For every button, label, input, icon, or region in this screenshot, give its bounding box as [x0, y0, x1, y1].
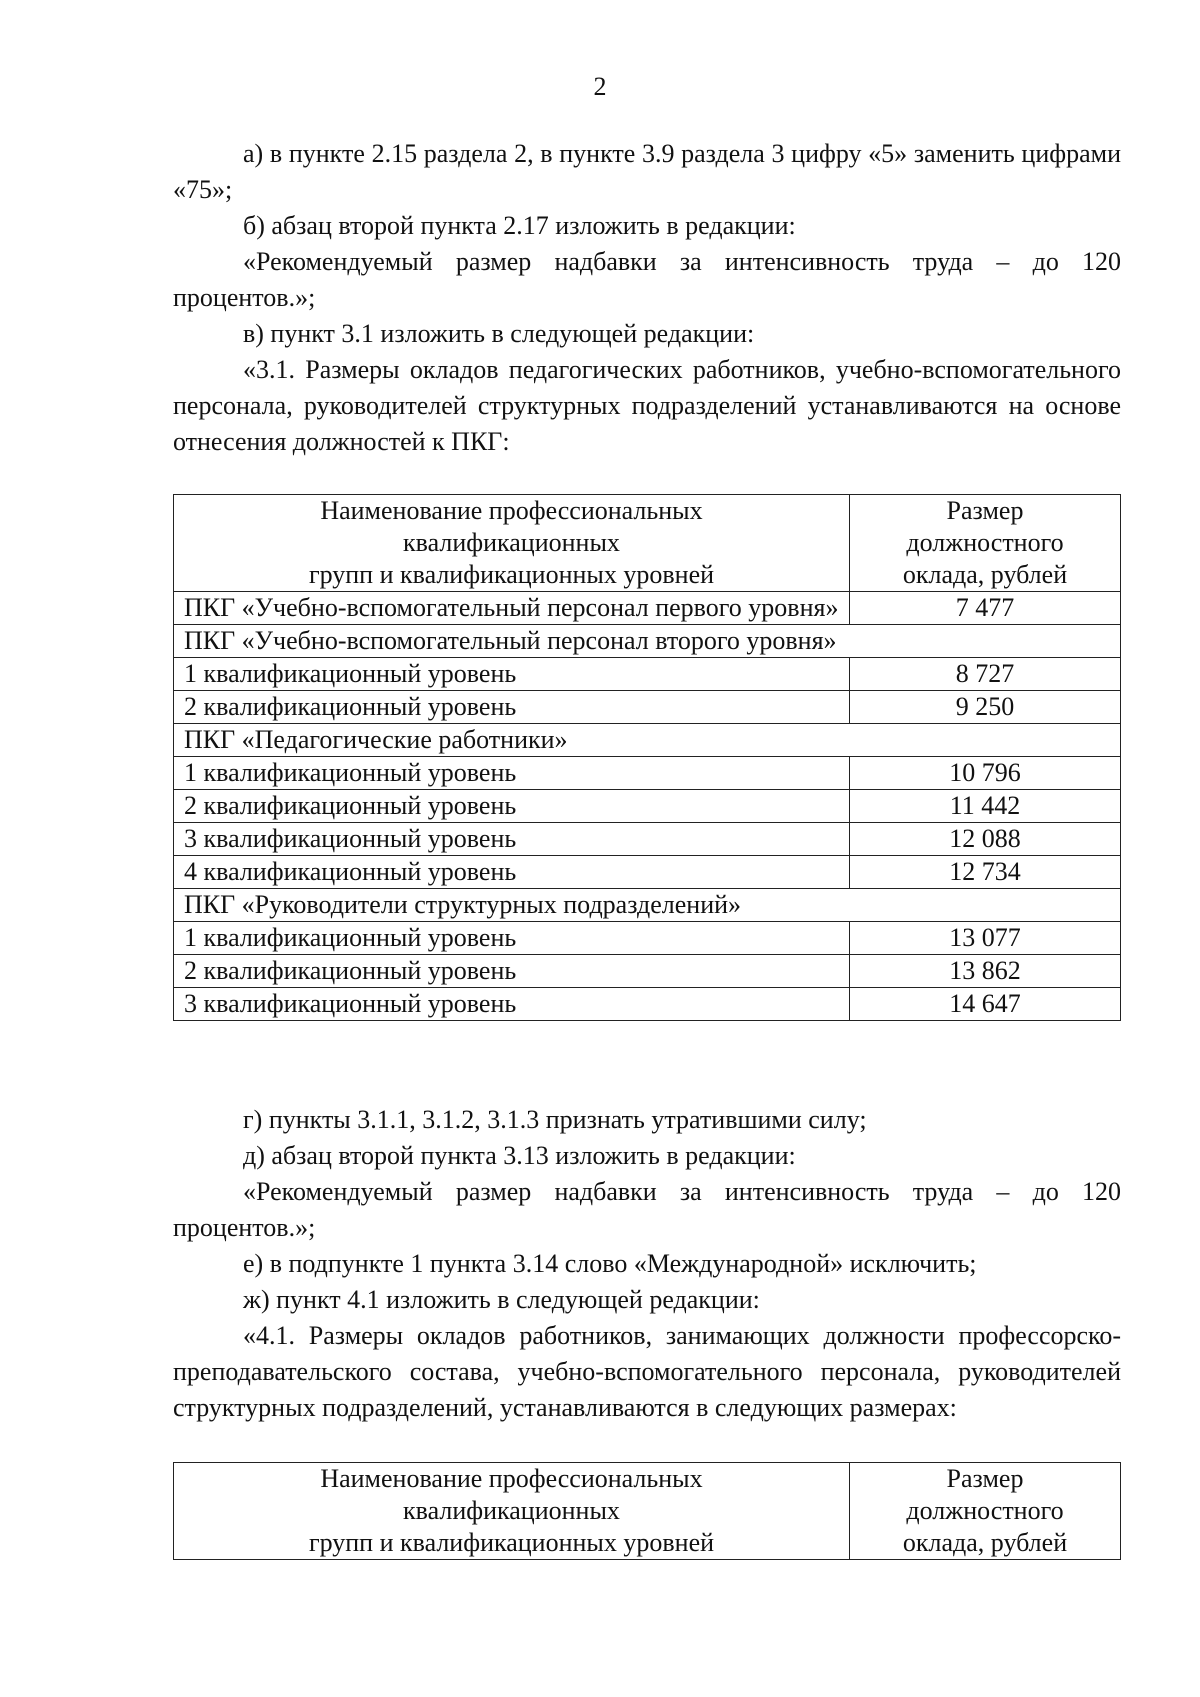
table-row — [174, 691, 1121, 724]
table-group-row — [174, 625, 1121, 658]
paragraph-zh: ж) пункт 4.1 изложить в следующей редакции: — [243, 1285, 760, 1314]
table-header-row — [174, 1463, 1121, 1560]
paragraph-v: в) пункт 3.1 изложить в следующей редакции: — [243, 319, 755, 348]
paragraph-3-1: «3.1. Размеры окладов педагогических работников, учебно-вспомогательного персонала, руководителей структурных подразделений устанавливаются на основе отнесения должностей к ПКГ: — [173, 355, 1121, 456]
paragraph-g: г) пункты 3.1.1, 3.1.2, 3.1.3 признать утратившими силу; — [243, 1105, 867, 1134]
row-label: 3 квалификационный уровень — [174, 823, 850, 856]
table-row — [174, 823, 1121, 856]
amendments-continued — [173, 1102, 1121, 1426]
table-group-row — [174, 889, 1121, 922]
table-row — [174, 988, 1121, 1021]
row-value: 10 796 — [850, 757, 1121, 790]
paragraph-d-quote: «Рекомендуемый размер надбавки за интенсивность труда – до 120 процентов.»; — [173, 1177, 1121, 1242]
row-label: 1 квалификационный уровень — [174, 922, 850, 955]
salary-table-1-wrapper — [173, 494, 1121, 1021]
row-label: 2 квалификационный уровень — [174, 790, 850, 823]
page-number: 2 — [593, 72, 607, 101]
salary-table-2 — [173, 1462, 1121, 1560]
table-row — [174, 658, 1121, 691]
table-row — [174, 592, 1121, 625]
row-value: 13 077 — [850, 922, 1121, 955]
row-value: 12 734 — [850, 856, 1121, 889]
table-group-row — [174, 724, 1121, 757]
table-header-row — [174, 495, 1121, 592]
header-salary-column: Размер должностного оклада, рублей — [850, 495, 1121, 592]
salary-table-2-wrapper — [173, 1462, 1121, 1560]
table-row — [174, 757, 1121, 790]
header-name-column: Наименование профессиональных квалификационных групп и квалификационных уровней — [174, 1463, 850, 1560]
paragraph-4-1: «4.1. Размеры окладов работников, занимающих должности профессорско-преподавательского состава, учебно-вспомогательного персонала, руководителей структурных подразделений, устанавливаются в следующих размерах: — [173, 1321, 1121, 1422]
row-value: 9 250 — [850, 691, 1121, 724]
table-row — [174, 790, 1121, 823]
row-label: 1 квалификационный уровень — [174, 757, 850, 790]
header-name-column: Наименование профессиональных квалификационных групп и квалификационных уровней — [174, 495, 850, 592]
row-label: 3 квалификационный уровень — [174, 988, 850, 1021]
row-label: 1 квалификационный уровень — [174, 658, 850, 691]
row-value: 14 647 — [850, 988, 1121, 1021]
paragraph-d: д) абзац второй пункта 3.13 изложить в редакции: — [243, 1141, 796, 1170]
row-value: 11 442 — [850, 790, 1121, 823]
table-row — [174, 955, 1121, 988]
row-label: 2 квалификационный уровень — [174, 955, 850, 988]
row-value: 12 088 — [850, 823, 1121, 856]
paragraph-e: е) в подпункте 1 пункта 3.14 слово «Международной» исключить; — [243, 1249, 977, 1278]
paragraph-b-quote: «Рекомендуемый размер надбавки за интенсивность труда – до 120 процентов.»; — [173, 247, 1121, 312]
amendments-intro — [173, 136, 1121, 460]
group-label: ПКГ «Руководители структурных подразделений» — [174, 889, 1121, 922]
row-value: 13 862 — [850, 955, 1121, 988]
row-label: 4 квалификационный уровень — [174, 856, 850, 889]
group-label: ПКГ «Педагогические работники» — [174, 724, 1121, 757]
row-value: 8 727 — [850, 658, 1121, 691]
salary-table-1 — [173, 494, 1121, 1021]
header-salary-column: Размер должностного оклада, рублей — [850, 1463, 1121, 1560]
group-label: ПКГ «Учебно-вспомогательный персонал второго уровня» — [174, 625, 1121, 658]
row-label: ПКГ «Учебно-вспомогательный персонал первого уровня» — [174, 592, 850, 625]
paragraph-a: а) в пункте 2.15 раздела 2, в пункте 3.9 раздела 3 цифру «5» заменить цифрами «75»; — [173, 139, 1121, 204]
paragraph-b: б) абзац второй пункта 2.17 изложить в редакции: — [243, 211, 796, 240]
table-row — [174, 922, 1121, 955]
row-label: 2 квалификационный уровень — [174, 691, 850, 724]
row-value: 7 477 — [850, 592, 1121, 625]
table-row — [174, 856, 1121, 889]
